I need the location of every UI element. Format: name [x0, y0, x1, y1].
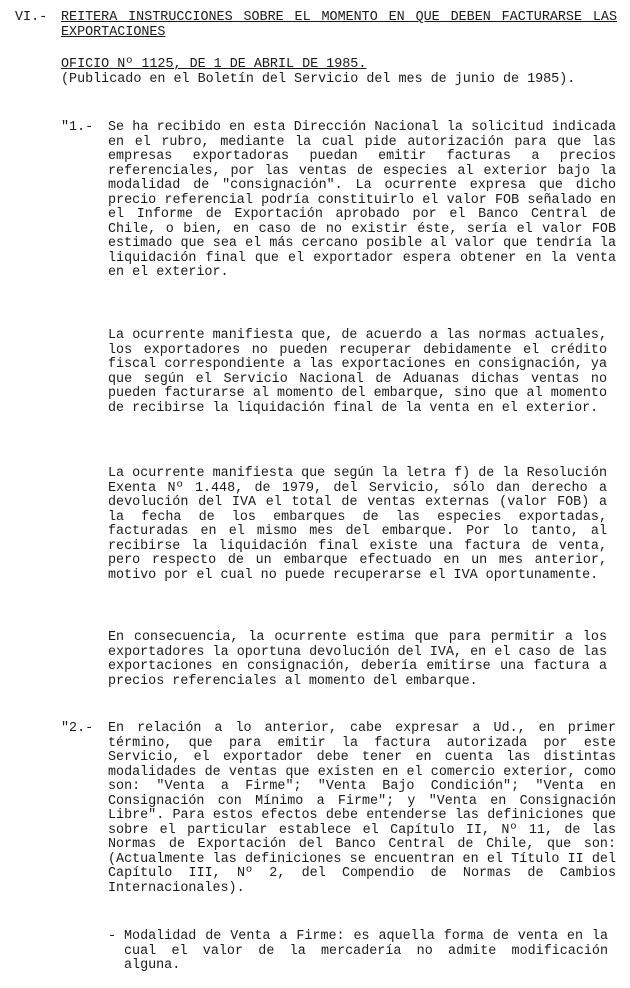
oficio-publication-note: (Publicado en el Boletín del Servicio del mes de junio de 1985). — [61, 71, 576, 87]
oficio-reference: OFICIO Nº 1125, DE 1 DE ABRIL DE 1985. — [61, 57, 367, 72]
item-label: "2.- — [61, 721, 94, 736]
section-title: REITERA INSTRUCCIONES SOBRE EL MOMENTO EN QUE DEBEN FACTURARSE LAS EXPORTACIONES — [61, 10, 617, 40]
bullet-dash: - — [108, 929, 117, 944]
paragraph-1: La ocurrente manifiesta que, de acuerdo a las normas actuales, los exportadores no pueden recuperar debidamente el crédito fiscal correspondiente a las exportaciones en consignación, ya que según el Servicio Nacional de Aduanas dichas ventas no pueden facturarse al momento del embarque, sino que al momento de recibirse la liquidación final de la venta en el exterior. — [108, 328, 607, 416]
item-text: Se ha recibido en esta Dirección Nacional la solicitud indicada en el rubro, mediante la cual pide autorización para que las empresas exportadoras puedan emitir facturas a precios referenciales, por las ventas de especies al exterior bajo la modalidad de "consignación". La ocurrente expresa que dicho precio referencial podría constituirlo el valor FOB señalado en el Informe de Exportación aprobado por el Banco Central de Chile, o bien, en caso de no existir éste, sería el valor FOB estimado que sea el más cercano posible al valor que tendría la liquidación final que el exportador espera obtener en la venta en el exterior. — [108, 120, 616, 280]
item-label: "1.- — [61, 120, 94, 135]
oficio-block — [61, 58, 616, 87]
item-text: En relación a lo anterior, cabe expresar a Ud., en primer término, que para emitir la factura autorizada por este Servicio, el exportador debe tener en cuenta las distintas modalidades de ventas que existen en el comercio exterior, como son: "Venta a Firme"; "Venta Bajo Condición"; "Venta en Consignación con Mínimo a Firme"; y "Venta en Consignación Libre". Para estos efectos debe entenderse las definiciones que sobre el particular establece el Capítulo II, Nº 11, de las Normas de Exportación del Banco Central de Chile, que son: (Actualmente las definiciones se encuentran en el Título II del Capítulo III, Nº 2, del Compendio de Normas de Cambios Internacionales). — [108, 721, 616, 896]
section-number: VI.- — [15, 10, 48, 25]
bullet-text: Modalidad de Venta a Firme: es aquella forma de venta en la cual el valor de la mercadería no admite modificación alguna. — [124, 929, 608, 973]
paragraph-2: La ocurrente manifiesta que según la letra f) de la Resolución Exenta Nº 1.448, de 1979, del Servicio, sólo dan derecho a devolución del IVA el total de ventas externas (valor FOB) a la fecha de los embarques de las especies exportadas, facturadas en el mismo mes del embarque. Por lo tanto, al recibirse la liquidación final existe una factura de venta, pero respecto de un embarque efectuado en un mes anterior, motivo por el cual no puede recuperarse el IVA oportunamente. — [108, 466, 607, 583]
paragraph-3: En consecuencia, la ocurrente estima que para permitir a los exportadores la oportuna devolución del IVA, en el caso de las exportaciones en consignación, debería emitirse una factura a precios referenciales al momento del embarque. — [108, 630, 607, 689]
